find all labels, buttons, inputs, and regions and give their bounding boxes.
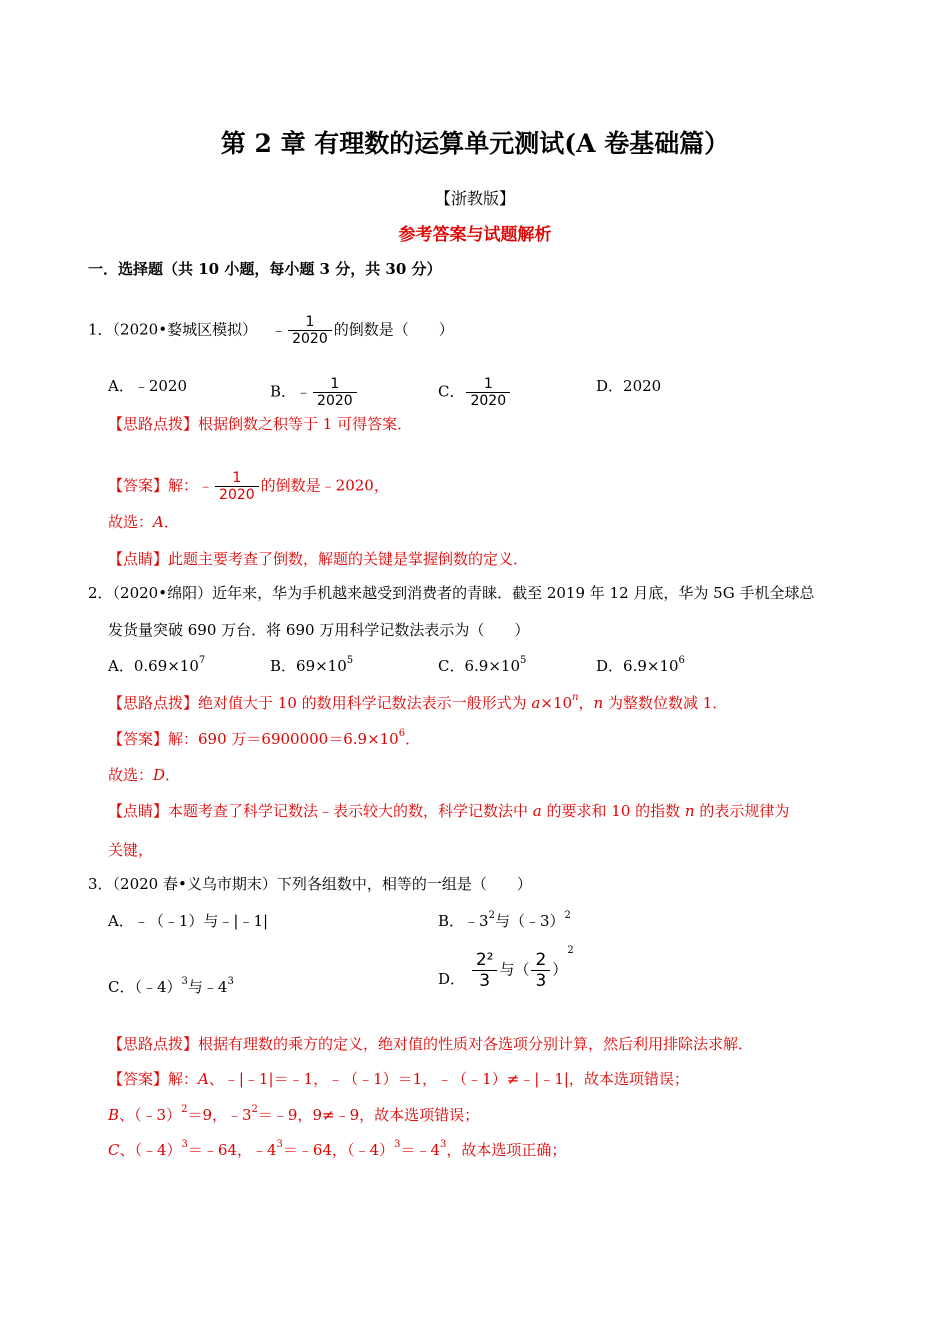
q1-option-b: B．﹣ $\frac{1}{2020}$ — [270, 376, 359, 409]
q3-option-d-fraction-2: $\frac{2}{3}$ — [531, 950, 550, 991]
q2-comment-line2: 关键， — [108, 841, 154, 859]
q1-source: （2020•婺城区模拟） — [112, 320, 258, 339]
q2-option-d: D．$6.9\times 10^6$ — [596, 655, 685, 675]
q2-option-a: A．$0.69\times 10^7$ — [108, 655, 206, 675]
section-heading: 一．选择题（共 10 小题，每小题 3 分，共 30 分） — [88, 260, 442, 278]
q2-stem-line1: 2．（2020•绵阳）近年来，华为手机越来越受到消费者的青睐．截至 2019 年 12 月底，华为 5G 手机全球总 — [88, 584, 815, 602]
q3-option-a: A．﹣（﹣1）与﹣|﹣1| — [108, 912, 269, 930]
q3-option-c: C．（﹣4）$^3$与$﹣4^3$ — [108, 976, 234, 996]
q3-answer-c: C、（﹣4）$^3$＝﹣64，$﹣4^3=﹣64$，$(﹣4)^3=﹣4^3$，故本选项正确； — [108, 1139, 567, 1159]
q1-fraction: $\frac{1}{2020}$ — [288, 314, 332, 347]
q3-option-b: B．$﹣3^2$与（﹣3）$^2$ — [438, 910, 571, 930]
q1-option-a: A．﹣2020 — [108, 377, 188, 395]
q2-option-b: B．$69\times 10^5$ — [270, 655, 354, 675]
q1-answer-fraction: $\frac{1}{2020}$ — [215, 470, 259, 503]
q2-option-c: C．$6.9\times 10^5$ — [438, 655, 527, 675]
q1-option-b-fraction: $\frac{1}{2020}$ — [313, 376, 357, 409]
q1-number: 1． — [88, 320, 113, 339]
q3-option-d-fraction-1: $\frac{\text{2²}}{3}$ — [472, 950, 498, 991]
q1-minus: ﹣ — [271, 320, 287, 339]
q1-comment: 【点睛】此题主要考查了倒数，解题的关键是掌握倒数的定义． — [108, 550, 529, 568]
q1-choose: 故选：A． — [108, 513, 179, 531]
q3-answer: 【答案】解：A、﹣|﹣1|＝﹣1，﹣（﹣1）＝1，﹣（﹣1）≠﹣|﹣1|，故本选项错误； — [108, 1070, 689, 1088]
q2-comment: 【点睛】本题考查了科学记数法﹣表示较大的数，科学记数法中 a 的要求和 10 的指数 n 的表示规律为 — [108, 802, 790, 820]
q3-stem: 3．（2020 春•义乌市期末）下列各组数中，相等的一组是（ ） — [88, 875, 532, 893]
q1-stem-text: 的倒数是（ ） — [333, 320, 454, 339]
q3-option-d: D． $\frac{\text{2²}}{3}$ 与（ $\frac{2}{3}$ ）$^2$ — [438, 945, 574, 991]
q1-stem — [88, 314, 454, 347]
q2-hint: 【思路点拨】绝对值大于 10 的数用科学记数法表示一般形式为 $a\times 10^n$，n 为整数位数减 1． — [108, 692, 728, 712]
q1-hint: 【思路点拨】根据倒数之积等于 1 可得答案． — [108, 415, 413, 433]
q2-choose: 故选：D． — [108, 766, 181, 784]
q1-option-c: C． $\frac{1}{2020}$ — [438, 376, 512, 409]
q1-answer: 【答案】解：﹣ $\frac{1}{2020}$ 的倒数是﹣2020， — [108, 470, 389, 503]
q1-option-d: D．2020 — [596, 377, 662, 395]
q2-answer: 【答案】解：690 万$=6900000=6.9\times 10^6$． — [108, 728, 421, 748]
q1-option-c-fraction: $\frac{1}{2020}$ — [466, 376, 510, 409]
q2-stem-line2: 发货量突破 690 万台．将 690 万用科学记数法表示为（ ） — [108, 621, 530, 639]
edition-label: 【浙教版】 — [434, 189, 515, 208]
q3-hint: 【思路点拨】根据有理数的乘方的定义，绝对值的性质对各选项分别计算，然后利用排除法求解． — [108, 1035, 754, 1053]
subtitle: 参考答案与试题解析 — [398, 225, 552, 245]
q3-answer-b: B、（﹣3）$^2$＝9，$﹣3^2=﹣9$，9≠﹣9，故本选项错误； — [108, 1104, 480, 1124]
page-title: 第 2 章 有理数的运算单元测试(A 卷基础篇） — [220, 129, 730, 158]
